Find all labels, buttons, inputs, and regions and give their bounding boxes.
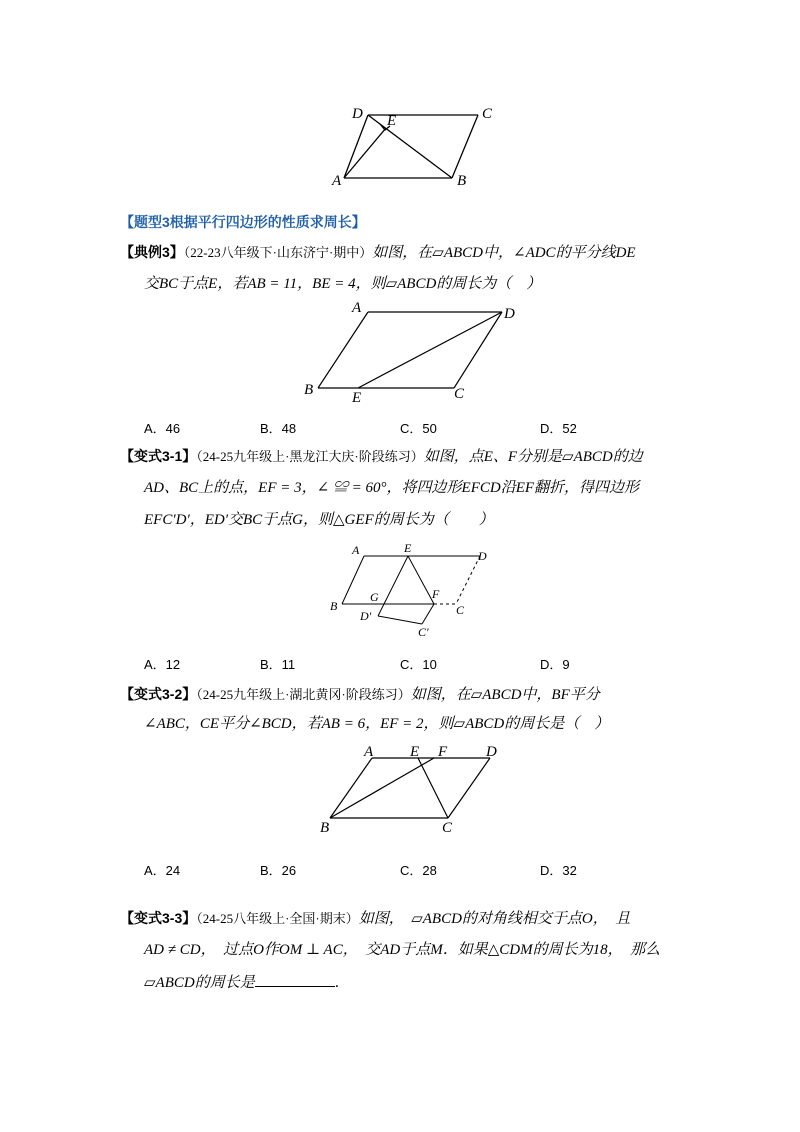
v32-label-F: F [438,744,448,760]
example3-source: （22-23八年级下·山东济宁·期中） [183,245,373,260]
variant33-source: （24-25八年级上·全国·期末） [196,911,359,926]
variant31-line1 [120,446,643,468]
label-A: A [332,173,342,189]
variant33-text3: ▱ABCD的周长是 [144,975,255,991]
example3-figure [296,300,526,405]
ex3-label-C: C [454,386,465,402]
variant33-text2: AD ≠ CD， 过点O作OM ⊥ AC， 交AD于点M．如果△CDM的周长为18， 那么 [144,942,661,958]
example3-tag: 【典例3】 [120,244,184,260]
variant31-text1: 如图，点E、F分别是▱ABCD的边 [423,449,643,465]
v31-label-E: E [404,541,412,555]
variant32-source: （24-25九年级上·湖北黄冈·阶段练习） [196,687,411,702]
option-a[interactable]: A．12 [144,657,181,672]
variant33-line2 [144,940,660,961]
variant31-text3: EFC′D′，ED′交BC于点G，则△GEF的周长为（ ） [144,512,494,528]
option-c[interactable]: C．28 [400,863,437,878]
variant31-line3 [144,510,494,531]
section-title: 【题型3根据平行四边形的性质求周长】 [120,214,366,230]
variant33-end: ． [334,976,349,991]
variant31-tag: 【变式3-1】 [120,448,197,464]
answer-blank[interactable] [255,972,335,987]
label-C: C [482,106,493,122]
v31-label-G: G [370,590,379,604]
v31-label-F: F [432,587,440,601]
variant31-figure [326,540,496,640]
v31-label-D1: D′ [360,609,372,623]
v32-label-C: C [442,820,453,836]
variant32-text1: 如图，在▱ABCD中，BF平分 [410,687,600,703]
v31-label-C: C [456,603,465,617]
variant32-line1 [120,684,600,706]
ex3-label-B: B [304,382,314,398]
variant33-line3 [144,972,349,994]
v31-label-C1: C′ [418,625,429,639]
option-b[interactable]: B．48 [260,421,297,436]
variant33-tag: 【变式3-3】 [120,910,197,926]
ex3-label-D: D [504,306,515,322]
option-a[interactable]: A．46 [144,421,181,436]
example3-text1: 如图，在▱ABCD中，∠ADC的平分线DE [372,245,636,261]
ex3-label-E: E [352,390,362,405]
option-a[interactable]: A．24 [144,863,181,878]
v31-label-A: A [352,543,360,557]
label-E: E [387,113,397,129]
option-b[interactable]: B．26 [260,863,297,878]
top-parallelogram-figure [330,100,500,195]
variant31-text2: AD、BC上的点，EF = 3，∠ ≌ = 60°，将四边形EFCD沿EF翻折，得四边形 [144,480,640,496]
example3-options [144,418,704,438]
option-c[interactable]: C．50 [400,421,437,436]
variant32-options [144,860,704,880]
v32-label-D: D [486,744,497,760]
ex3-label-A: A [352,300,362,316]
variant32-tag: 【变式3-2】 [120,686,197,702]
variant31-source: （24-25九年级上·黑龙江大庆·阶段练习） [196,449,424,464]
example3-line2 [144,274,541,295]
variant32-figure [314,740,514,840]
example3-line1 [120,242,636,264]
option-d[interactable]: D．52 [540,421,577,436]
option-c[interactable]: C．10 [400,657,437,672]
option-d[interactable]: D．32 [540,863,577,878]
variant33-line1 [120,908,630,930]
variant33-text1: 如图， ▱ABCD的对角线相交于点O， 且 [358,911,631,927]
v32-label-B: B [320,820,330,836]
label-D: D [352,106,363,122]
v32-label-E: E [410,744,420,760]
option-d[interactable]: D．9 [540,657,570,672]
variant31-options [144,654,704,674]
option-b[interactable]: B．11 [260,657,296,672]
variant32-text2: ∠ABC，CE平分∠BCD，若AB = 6，EF = 2，则▱ABCD的周长是（ ） [144,716,610,732]
variant31-line2 [144,478,639,499]
example3-text2: 交BC于点E，若AB = 11，BE = 4，则▱ABCD的周长为（ ） [144,276,542,292]
label-B: B [457,173,467,189]
v32-label-A: A [364,744,374,760]
v31-label-B: B [330,599,338,613]
v31-label-D: D [478,549,487,563]
variant32-line2 [144,714,609,735]
